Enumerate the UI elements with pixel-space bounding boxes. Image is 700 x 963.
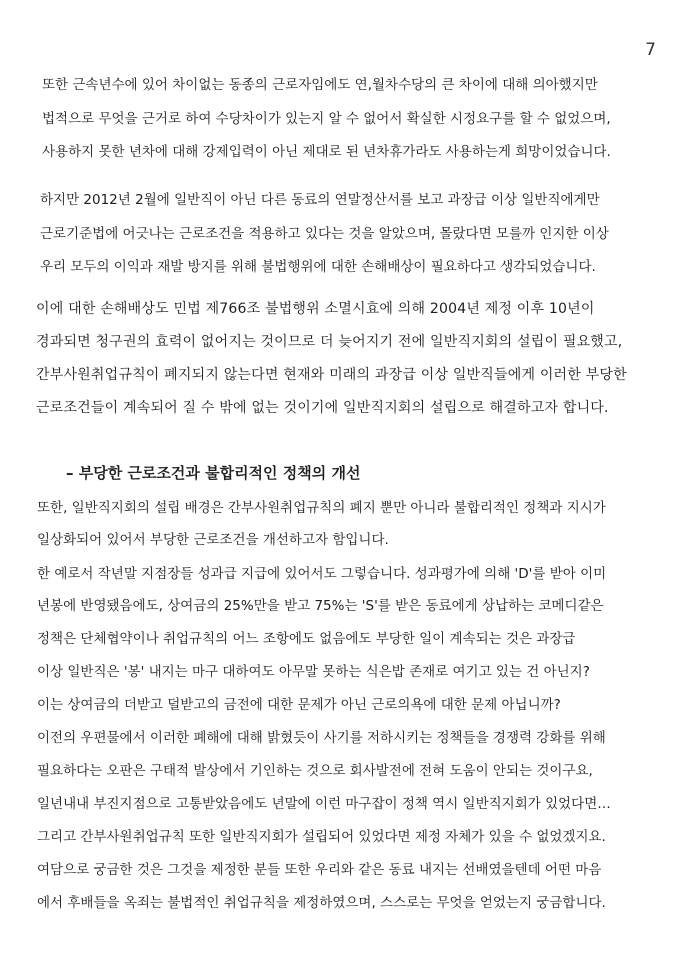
paragraph4-line: 일년내내 부진지점으로 고통받았음에도 년말에 이런 마구잡이 정책 역시 일반직지회가 있었다면… — [37, 796, 611, 812]
paragraph4-line: 필요하다는 오판은 구태적 발상에서 기인하는 것으로 회사발전에 전혀 도움이 안되는 것이구요, — [37, 763, 593, 779]
paragraph4-line: 년봉에 반영됐음에도, 상여금의 25%만을 받고 75%는 'S'를 받은 동료에게 상납하는 코메디같은 — [37, 598, 604, 614]
paragraph4-line: 또한, 일반직지회의 설립 배경은 간부사원취업규칙의 폐지 뿐만 아니라 불합리적인 정책과 지시가 — [37, 500, 606, 516]
paragraph2-line: 우리 모두의 이익과 재발 방지를 위해 불법행위에 대한 손해배상이 필요하다고 생각되었습니다. — [40, 259, 596, 275]
paragraph4-line: 이상 일반직은 '봉' 내지는 마구 대하여도 아무말 못하는 식은밥 존재로 여기고 있는 건 아닌지? — [37, 664, 590, 680]
paragraph4-line: 한 예로서 작년말 지점장들 성과급 지급에 있어서도 그렇습니다. 성과평가에 의해 'D'를 받아 이미 — [37, 566, 607, 582]
paragraph1-line: 사용하지 못한 년차에 대해 강제입력이 아닌 제대로 된 년차휴가라도 사용하는게 희망이었습니다. — [42, 144, 611, 160]
paragraph4-line: 에서 후배들을 옥죄는 불법적인 취업규칙을 제정하였으며, 스스로는 무엇을 얻었는지 궁금합니다. — [37, 895, 606, 911]
paragraph1-line: 법적으로 무엇을 근거로 하여 수당차이가 있는지 알 수 없어서 확실한 시정요구를 할 수 없었으며, — [42, 111, 611, 127]
paragraph3-line: 이에 대한 손해배상도 민법 제766조 불법행위 소멸시효에 의해 2004년 제정 이후 10년이 — [36, 301, 595, 317]
paragraph2-line: 하지만 2012년 2월에 일반직이 아닌 다른 동료의 연말정산서를 보고 과장급 이상 일반직에게만 — [40, 192, 600, 208]
paragraph3-line: 간부사원취업규칙이 폐지되지 않는다면 현재와 미래의 과장급 이상 일반직들에게 이러한 부당한 — [36, 367, 627, 383]
section-heading: – 부당한 근로조건과 불합리적인 정책의 개선 — [66, 464, 361, 482]
paragraph4-line: 이는 상여금의 더받고 덜받고의 금전에 대한 문제가 아닌 근로의욕에 대한 문제 아닙니까? — [37, 697, 561, 713]
paragraph1-line: 또한 근속년수에 있어 차이없는 동종의 근로자임에도 연,월차수당의 큰 차이에 대해 의아했지만 — [42, 77, 598, 93]
paragraph4-line: 그리고 간부사원취업규칙 또한 일반직지회가 설립되어 있었다면 제정 자체가 있을 수 없었겠지요. — [37, 829, 606, 845]
paragraph4-line: 일상화되어 있어서 부당한 근로조건을 개선하고자 함입니다. — [37, 532, 389, 548]
paragraph3-line: 경과되면 청구권의 효력이 없어지는 것이므로 더 늦어지기 전에 일반직지회의 설립이 필요했고, — [36, 334, 623, 350]
page-number: 7 — [645, 40, 656, 60]
paragraph3-line: 근로조건들이 계속되어 질 수 밖에 없는 것이기에 일반직지회의 설립으로 해결하고자 합니다. — [36, 400, 609, 416]
paragraph4-line: 이전의 우편물에서 이러한 폐해에 대해 밝혔듯이 사기를 저하시키는 정책들을 경쟁력 강화를 위해 — [37, 730, 606, 746]
paragraph4-line: 정책은 단체협약이나 취업규칙의 어느 조항에도 없음에도 부당한 일이 계속되는 것은 과장급 — [37, 631, 576, 647]
paragraph4-line: 여담으로 궁금한 것은 그것을 제정한 분들 또한 우리와 같은 동료 내지는 선배였을텐데 어떤 마음 — [37, 862, 602, 878]
paragraph2-line: 근로기준법에 어긋나는 근로조건을 적용하고 있다는 것을 알았으며, 몰랐다면 모를까 인지한 이상 — [40, 226, 609, 242]
